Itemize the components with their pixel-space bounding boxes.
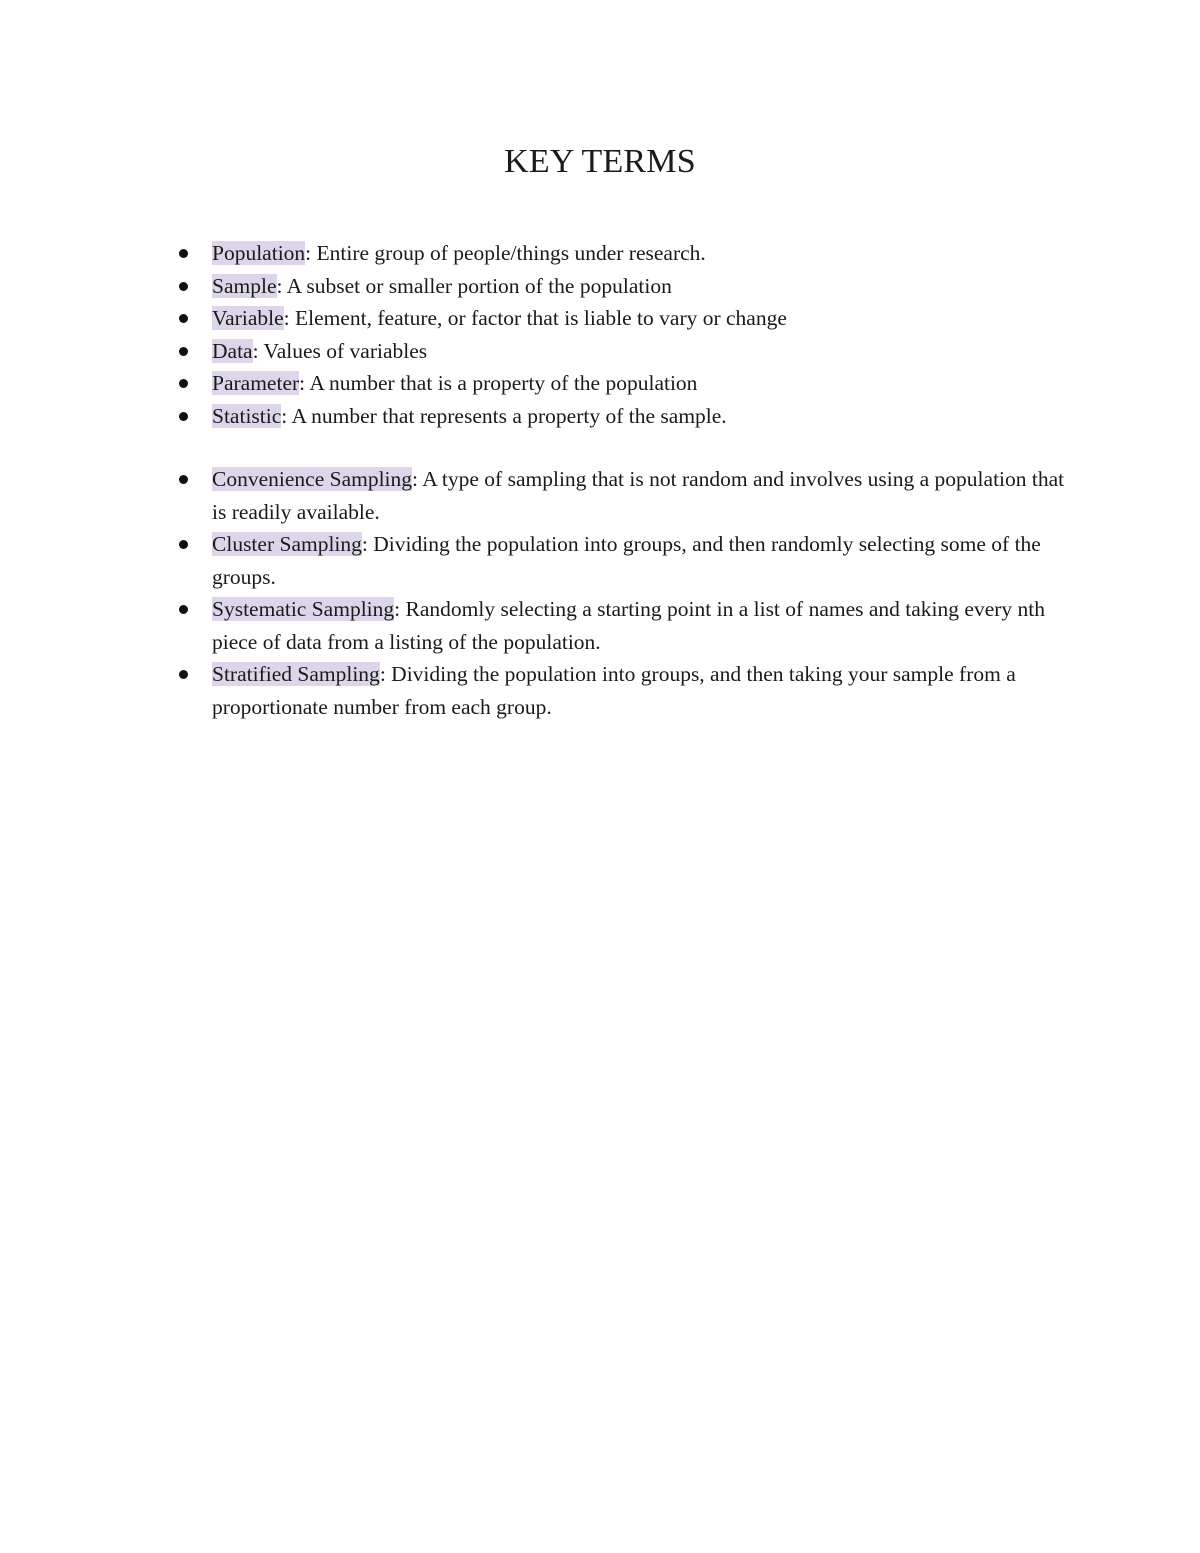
list-item [178,658,1078,723]
list-item [178,302,1078,335]
term-definition: : Dividing the population into groups, and then taking your sample from a proportionate number from each group. [212,662,1016,719]
bullet-icon [179,412,188,421]
term-highlight: Stratified Sampling [212,662,380,686]
bullet-icon [179,249,188,258]
bullet-icon [179,605,188,614]
list-item [178,528,1078,593]
list-item [178,270,1078,303]
term-highlight: Population [212,241,306,265]
page-title: KEY TERMS [504,143,696,180]
term-definition: : A number that represents a property of the sample. [281,403,727,428]
term-highlight: Systematic Sampling [212,597,395,621]
term-definition: : A number that is a property of the population [299,371,698,395]
bullet-icon [179,282,188,291]
key-terms-list-sampling [178,463,1078,723]
bullet-icon [179,475,188,484]
term-definition: : Entire group of people/things under research. [305,241,706,265]
term-definition: : Element, feature, or factor that is liable to vary or change [283,306,787,330]
term-highlight: Cluster Sampling [212,532,362,556]
term-highlight: Statistic [212,403,282,428]
list-item [178,367,1078,400]
term-highlight: Parameter [212,371,300,395]
bullet-icon [179,347,188,356]
term-highlight: Variable [212,306,284,330]
list-item [178,237,1078,270]
term-definition: : A type of sampling that is not random and involves using a population that is readily available. [212,467,1065,524]
list-item [178,593,1078,658]
bullet-icon [179,540,188,549]
list-item [178,335,1078,368]
term-definition: : Values of variables [252,338,428,363]
term-definition: : Randomly selecting a starting point in a list of names and taking every nth piece of data from a listing of the population. [212,597,1045,654]
bullet-icon [179,314,188,323]
bullet-icon [179,670,188,679]
key-terms-list-basic [178,237,1078,432]
term-highlight: Data [212,338,253,363]
list-item [178,463,1078,528]
term-definition: : Dividing the population into groups, and then randomly selecting some of the groups. [212,532,1041,589]
term-highlight: Sample [212,273,277,298]
term-highlight: Convenience Sampling [212,467,413,491]
term-definition: : A subset or smaller portion of the population [276,273,672,298]
bullet-icon [179,379,188,388]
list-item [178,400,1078,433]
